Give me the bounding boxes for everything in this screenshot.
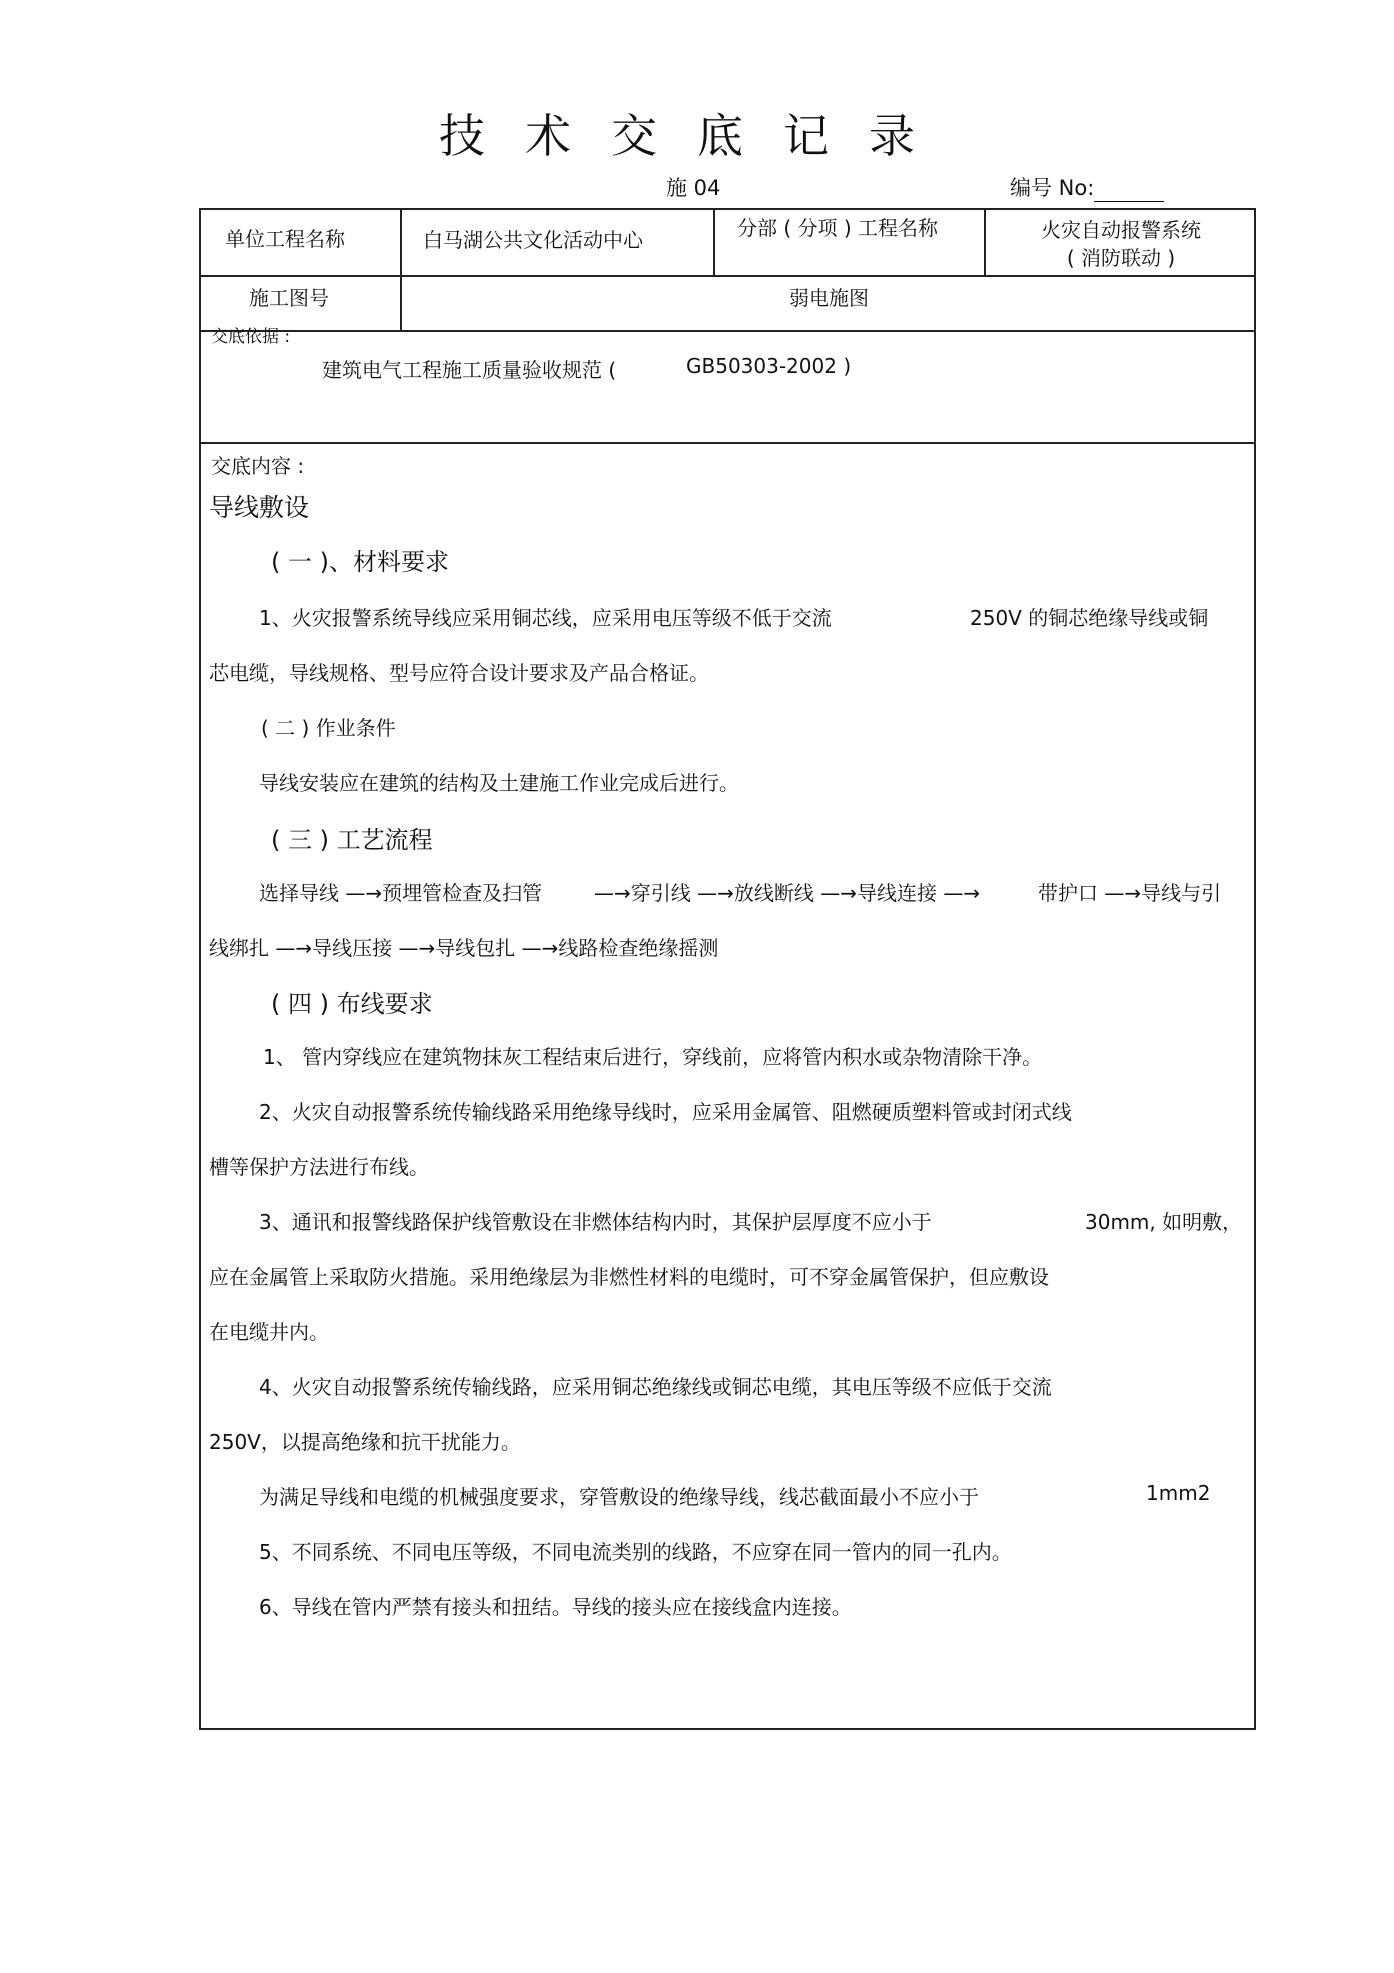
basis-label: 交底依据 :	[211, 327, 291, 347]
s2-title: ( 二 ) 作业条件	[261, 716, 396, 740]
form-code: 施 04	[666, 176, 721, 200]
s1-p1-a: 1、火灾报警系统导线应采用铜芯线，应采用电压等级不低于交流	[259, 606, 832, 630]
s4-p5-a: 为满足导线和电缆的机械强度要求，穿管敷设的绝缘导线，线芯截面最小不应小于	[259, 1485, 979, 1509]
s4-p5-b: 1mm2	[1146, 1481, 1211, 1505]
s3-title: ( 三 ) 工艺流程	[271, 826, 433, 854]
s4-title: ( 四 ) 布线要求	[271, 990, 433, 1018]
basis-code: GB50303-2002 )	[686, 354, 852, 378]
s1-p1-c: 芯电缆，导线规格、型号应符合设计要求及产品合格证。	[209, 661, 709, 685]
form-number	[1010, 172, 1164, 202]
row-divider-3	[201, 442, 1254, 444]
sub-project-value-line1: 火灾自动报警系统	[1041, 218, 1201, 242]
s4-p6: 5、不同系统、不同电压等级，不同电流类别的线路，不应穿在同一管内的同一孔内。	[259, 1540, 1012, 1564]
drawing-label: 施工图号	[249, 286, 329, 310]
form-number-blank	[1094, 183, 1164, 202]
s4-p1: 1、 管内穿线应在建筑物抹灰工程结束后进行，穿线前，应将管内积水或杂物清除干净。	[263, 1045, 1043, 1069]
col-divider-2	[713, 210, 715, 275]
s4-p3-d: 在电缆井内。	[209, 1320, 329, 1344]
s3-p1-d: 线绑扎 —→导线压接 —→导线包扎 —→线路检查绝缘摇测	[209, 936, 719, 960]
s4-p4-b: 250V，以提高绝缘和抗干扰能力。	[209, 1430, 521, 1454]
s4-p2-a: 2、火灾自动报警系统传输线路采用绝缘导线时，应采用金属管、阻燃硬质塑料管或封闭式线	[259, 1100, 1072, 1124]
unit-project-label: 单位工程名称	[225, 227, 345, 251]
s4-p3-c: 应在金属管上采取防火措施。采用绝缘层为非燃性材料的电缆时，可不穿金属管保护，但应敷设	[209, 1265, 1049, 1289]
unit-project-value: 白马湖公共文化活动中心	[423, 228, 643, 252]
s4-p3-b: 30mm, 如明敷，	[1085, 1210, 1243, 1234]
s4-p4-a: 4、火灾自动报警系统传输线路，应采用铜芯绝缘线或铜芯电缆，其电压等级不应低于交流	[259, 1375, 1052, 1399]
s1-title: ( 一 )、材料要求	[271, 548, 449, 576]
page-title: 技术交底记录	[439, 109, 955, 163]
s3-p1-b: —→穿引线 —→放线断线 —→导线连接 —→	[594, 881, 981, 905]
row-divider-2	[201, 330, 1254, 332]
section-title: 导线敷设	[209, 493, 310, 522]
col-divider-1	[400, 210, 402, 330]
sub-project-value-line2: ( 消防联动 )	[1066, 246, 1176, 270]
s4-p3-a: 3、通讯和报警线路保护线管敷设在非燃体结构内时，其保护层厚度不应小于	[259, 1210, 932, 1234]
row-divider-1	[201, 275, 1254, 277]
content-label: 交底内容 :	[211, 454, 305, 478]
sub-project-label: 分部 ( 分项 ) 工程名称	[737, 216, 939, 240]
form-number-label: 编号 No:	[1010, 176, 1095, 200]
s3-p1-a: 选择导线 —→预埋管检查及扫管	[259, 881, 543, 905]
s1-p1-b: 250V 的铜芯绝缘导线或铜	[970, 606, 1209, 630]
s4-p2-b: 槽等保护方法进行布线。	[209, 1155, 429, 1179]
s2-p1: 导线安装应在建筑的结构及土建施工作业完成后进行。	[259, 771, 739, 795]
s4-p7: 6、导线在管内严禁有接头和扭结。导线的接头应在接线盒内连接。	[259, 1595, 852, 1619]
s3-p1-c: 带护口 —→导线与引	[1038, 881, 1222, 905]
basis-value: 建筑电气工程施工质量验收规范 (	[322, 358, 617, 382]
drawing-value: 弱电施图	[789, 286, 869, 310]
